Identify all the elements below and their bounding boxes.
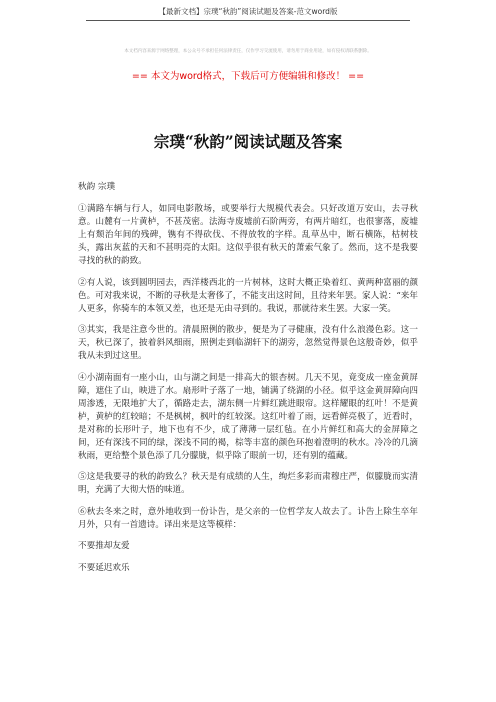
poem-line-2: 不要延迟欢乐: [78, 563, 130, 573]
edit-notice: == 本文为word格式，下载后可方便编辑和修改！ ==: [131, 71, 365, 82]
paragraph-2: ②有人说，该到圆明园去，西洋楼西北的一片树林，这时大概正染着红、黄两种富丽的颜色。可对我来说，不断的寻秋是太奢侈了，不能支出这时间，且待来年罢。家人说：“来年人更多，你骑车的本领又差，也还是无由寻到的。我说，那就待来生罢。大家一笑。: [78, 277, 418, 314]
page-header: 【最新文档】宗璞“秋韵”阅读试题及答案-范文word版: [86, 6, 410, 21]
document-title: 宗璞“秋韵”阅读试题及答案: [153, 132, 343, 151]
paragraph-4: ④小湖南面有一座小山，山与湖之间是一排高大的银杏树。几天不见，竟变成一座金黄屏障，遮住了山，映进了水。扇形叶子落了一地，铺满了绕湖的小径。似乎这金黄屏障向四周渗透，无限地扩大了，循路走去，湖东侧一片鲜红跳进眼帘。这样耀眼的红叶！不是黄栌，黄栌的红较暗；不是枫树，枫叶的红较深。这红叶着了雨，远看鲜亮极了，近看时，是对称的长形叶子，地下也有不少，成了薄薄一层红毡。在小片鲜红和高大的金屏障之间，还有深浅不同的绿，深浅不同的褐，棕等丰富的颜色环抱着澄明的秋水。冷冷的几滴秋雨，更给整个景色添了几分朦胧，似乎除了眼前一切，还有别的蕴藏。: [78, 372, 418, 461]
byline: 秋韵 宗璞: [78, 182, 116, 192]
paragraph-3: ③其实，我是注意今世的。清晨照例的散步，便是为了寻健康，没有什么浪漫色彩。这一天，秋已深了，披着斜风细雨，照例走到临湖轩下的湖旁，忽然觉得景色这般奇妙，似乎我从未到过这里。: [78, 325, 418, 361]
paragraph-1: ①满路车辆与行人，如同电影散场，或要举行大规模代表会。只好改道万安山，去寻秋意。山麓有一片黄栌，不甚茂密。法海寺废墟前石阶两旁，有两片暗红，也很寥落，废墟上有颓治年间的残碑，镌有不得砍伐、不得放牧的字样。乱草丛中，断石横陈，枯树枝头，露出灰蓝的天和不甚明亮的太阳。这似乎很有秋天的萧索气象了。然而，这不是我要寻找的秋的韵致。: [78, 204, 418, 266]
poem-line-1: 不要推却友爱: [78, 541, 130, 551]
document-body: [78, 181, 418, 584]
paragraph-6: ⑥秋去冬来之时，意外地收到一份讣告，是父亲的一位哲学友人故去了。讣告上除生卒年月外，只有一首遗诗。译出来是这等模样：: [78, 506, 418, 530]
paragraph-5: ⑤这是我要寻的秋的韵致么？秋天是有成绩的人生，绚烂多彩而肃穆庄严，似朦胧而实清明，充满了大彻大悟的味道。: [78, 472, 418, 495]
disclaimer-text: 本文档内容来源于网络整理，本公众号不承担任何法律责任，仅作学习交流使用，请勿用于商业用途，如有侵权请联系删除。: [124, 49, 372, 54]
